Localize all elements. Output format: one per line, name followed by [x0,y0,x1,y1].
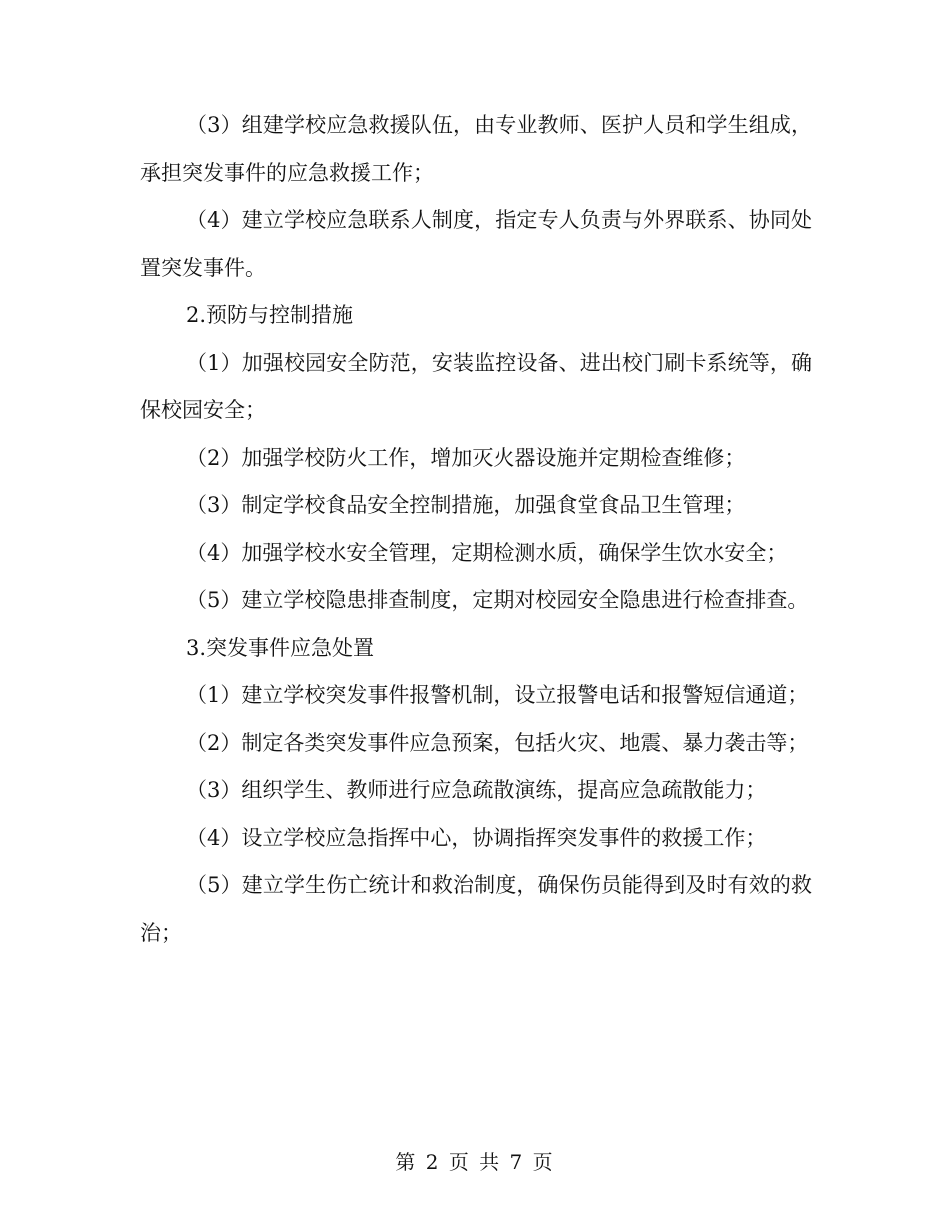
paragraph-item: （3）制定学校食品安全控制措施，加强食堂食品卫生管理； [186,493,746,517]
paragraph-item: （4）建立学校应急联系人制度，指定专人负责与外界联系、协同处置突发事件。 [140,208,812,280]
section-heading: 3.突发事件应急处置 [186,635,375,660]
paragraph-item: （4）加强学校水安全管理，定期检测水质，确保学生饮水安全； [186,540,788,565]
paragraph-item: （5）建立学生伤亡统计和救治制度，确保伤员能得到及时有效的救治； [140,873,812,945]
paragraph-item: （5）建立学校隐患排查制度，定期对校园安全隐患进行检查排查。 [186,588,809,612]
paragraph-item: （1）加强校园安全防范，安装监控设备、进出校门刷卡系统等，确保校园安全； [140,350,812,422]
paragraph-item: （4）设立学校应急指挥中心，协调指挥突发事件的救援工作； [186,825,767,850]
paragraph-item: （2）加强学校防火工作，增加灭火器设施并定期检查维修； [186,445,746,470]
paragraph-item: （2）制定各类突发事件应急预案，包括火灾、地震、暴力袭击等； [186,730,809,755]
document-body [140,102,812,957]
page-number-footer: 第 2 页 共 7 页 [395,1150,555,1174]
paragraph-item: （3）组建学校应急救援队伍，由专业教师、医护人员和学生组成，承担突发事件的应急救援工作； [140,113,812,185]
section-heading: 2.预防与控制措施 [186,303,354,327]
paragraph-item: （3）组织学生、教师进行应急疏散演练，提高应急疏散能力； [186,778,767,802]
paragraph-item: （1）建立学校突发事件报警机制，设立报警电话和报警短信通道； [186,683,809,707]
